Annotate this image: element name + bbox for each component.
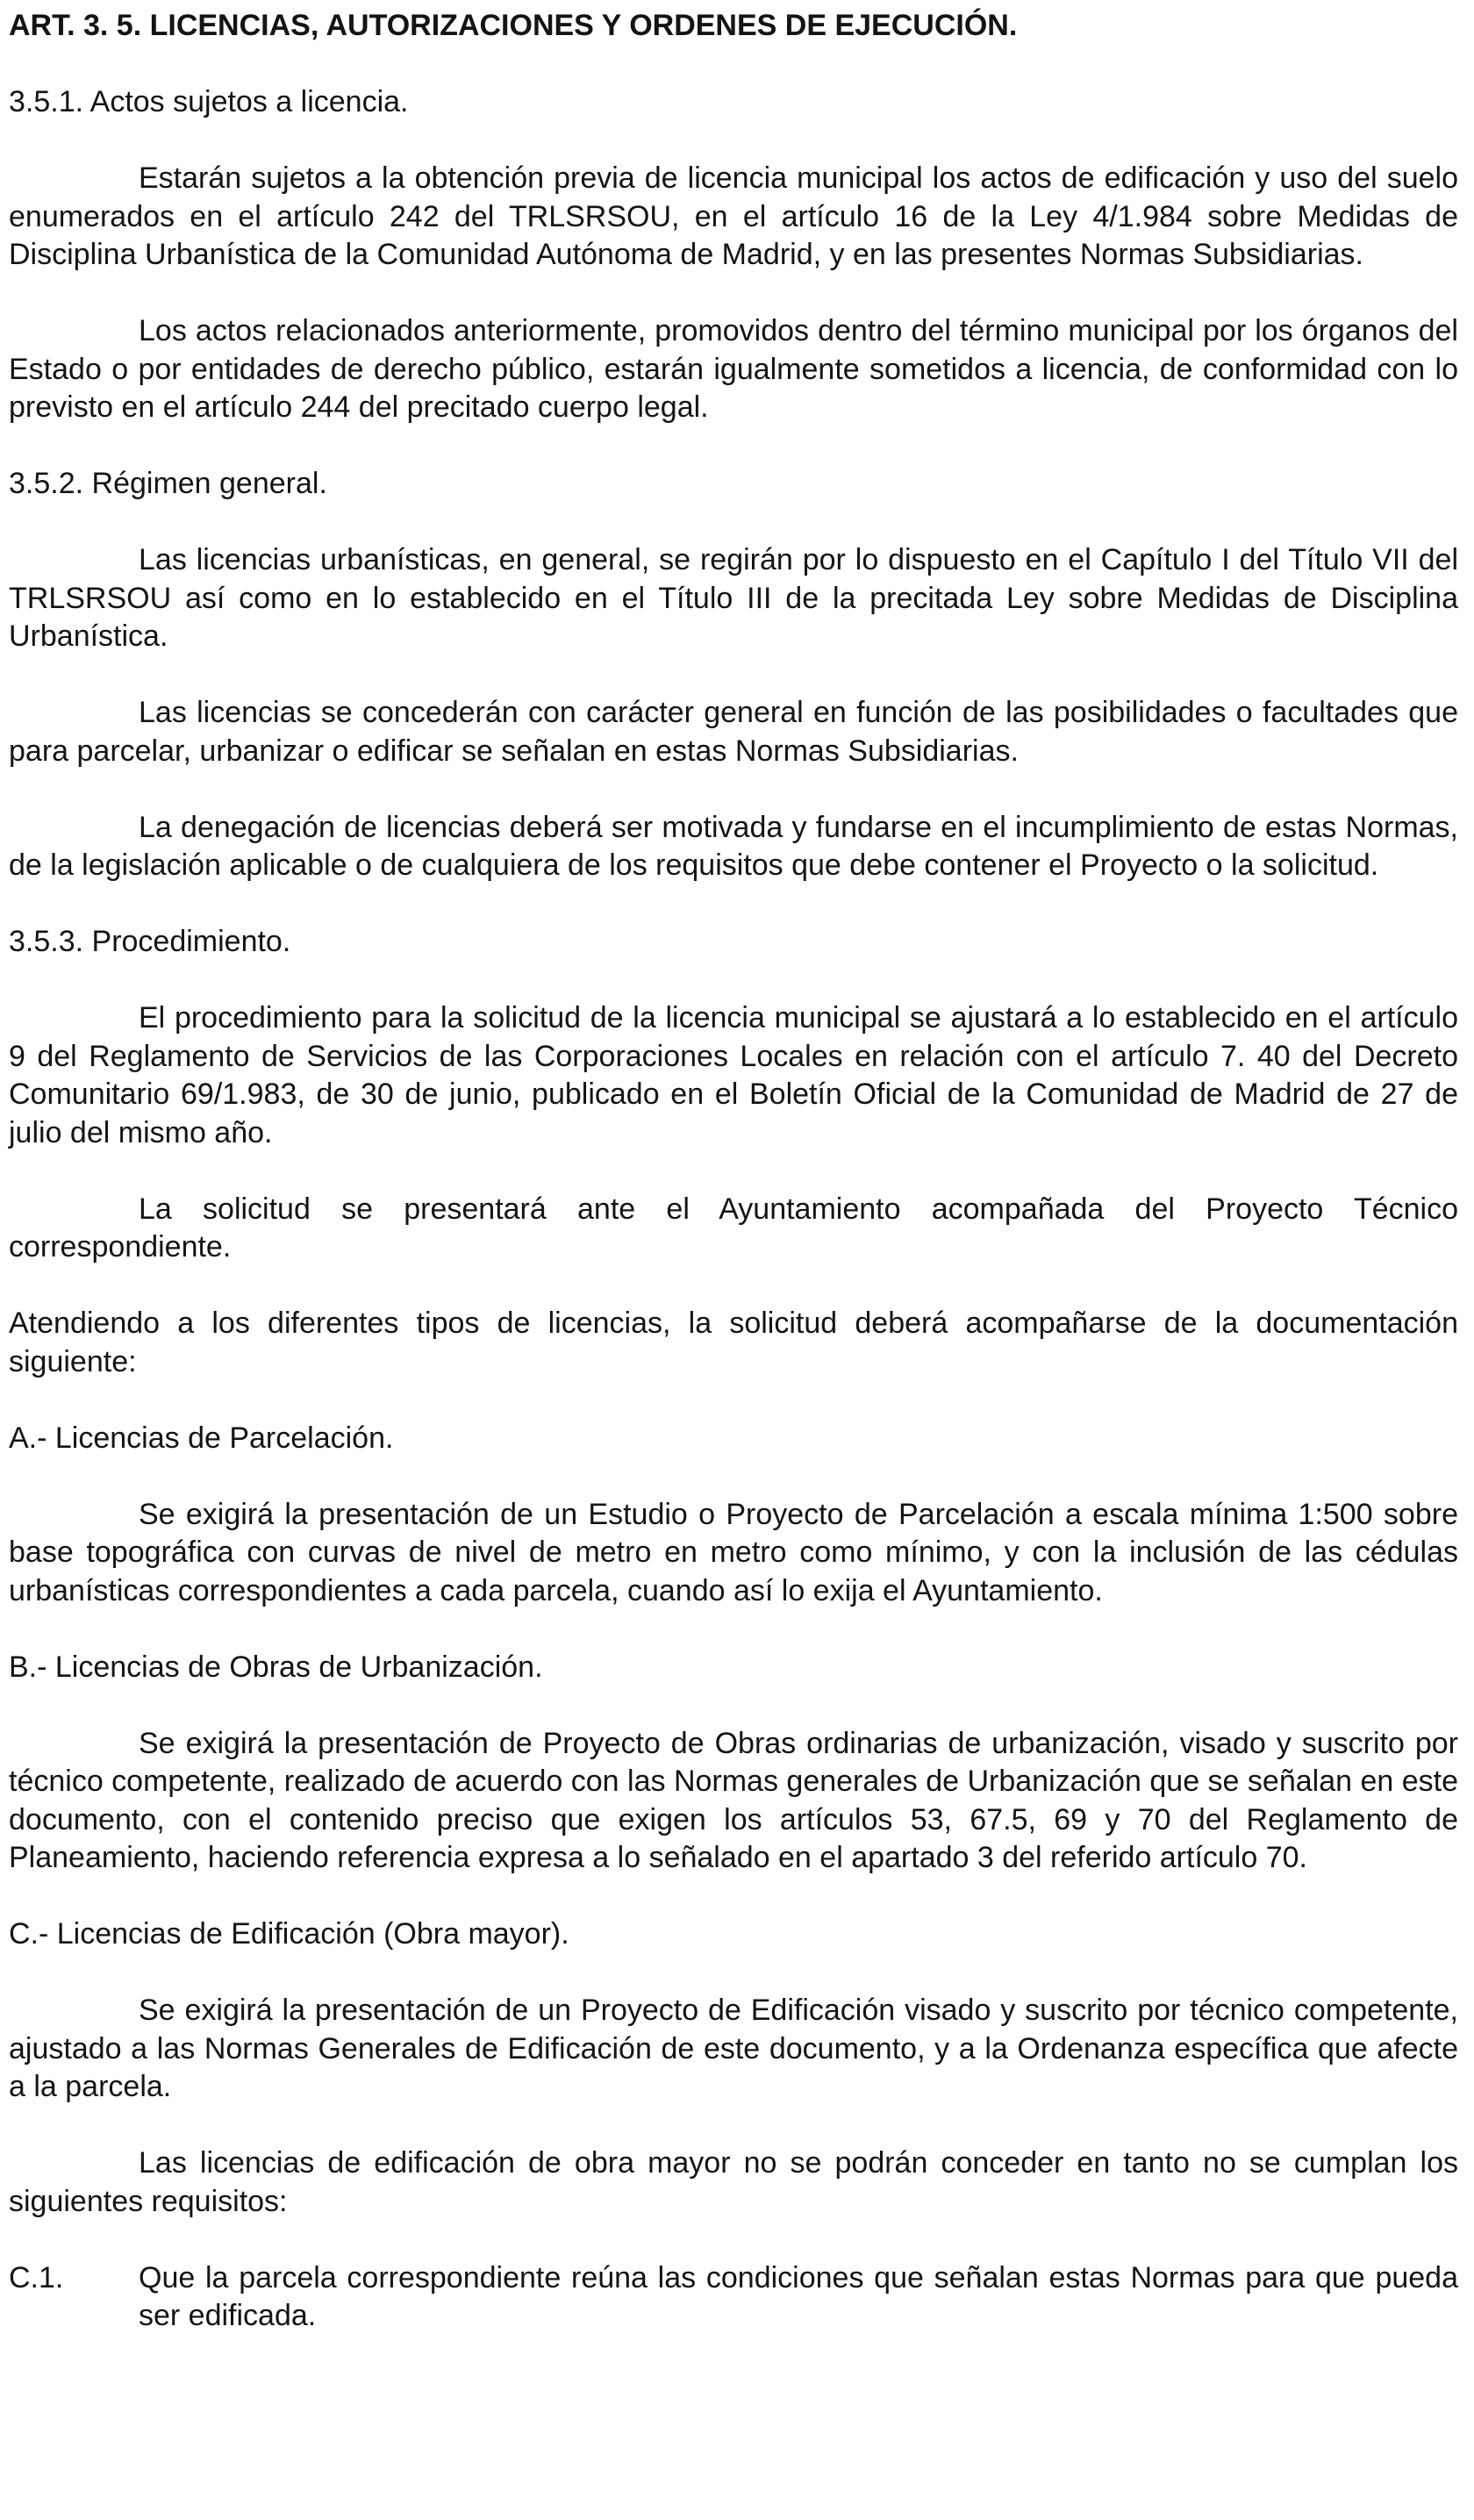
list-item bbox=[9, 2259, 1458, 2336]
paragraph: Los actos relacionados anteriormente, promovidos dentro del término municipal por los órganos del Estado o por entidades de derecho público, estarán igualmente sometidos a licencia, de conformidad con lo previsto en el artículo 244 del precitado cuerpo legal. bbox=[9, 314, 1458, 424]
paragraph: La solicitud se presentará ante el Ayuntamiento acompañada del Proyecto Técnico correspondiente. bbox=[9, 1192, 1458, 1264]
article-title: ART. 3. 5. LICENCIAS, AUTORIZACIONES Y ORDENES DE EJECUCIÓN. bbox=[9, 9, 1018, 42]
paragraph: Atendiendo a los diferentes tipos de licencias, la solicitud deberá acompañarse de la documentación siguiente: bbox=[9, 1307, 1458, 1378]
paragraph: Se exigirá la presentación de un Estudio o Proyecto de Parcelación a escala mínima 1:500 sobre base topográfica con curvas de nivel de metro en metro como mínimo, y con la inclusión de las cédulas urbanísticas correspondientes a cada parcela, cuando así lo exija el Ayuntamiento. bbox=[9, 1497, 1458, 1607]
paragraph: Las licencias se concederán con carácter general en función de las posibilidades o facultades que para parcelar, urbanizar o edificar se señalan en estas Normas Subsidiarias. bbox=[9, 696, 1458, 768]
paragraph: Se exigirá la presentación de Proyecto de Obras ordinarias de urbanización, visado y suscrito por técnico competente, realizado de acuerdo con las Normas generales de Urbanización que se señalan en este documento, con el contenido preciso que exigen los artículos 53, 67.5, 69 y 70 del Reglamento de Planeamiento, haciendo referencia expresa a lo señalado en el apartado 3 del referido artículo 70. bbox=[9, 1726, 1458, 1874]
section-heading-3-5-1: 3.5.1. Actos sujetos a licencia. bbox=[9, 85, 409, 118]
section-heading-3-5-3: 3.5.3. Procedimiento. bbox=[9, 925, 291, 958]
section-heading-3-5-2: 3.5.2. Régimen general. bbox=[9, 467, 327, 500]
document-page bbox=[9, 7, 1458, 2336]
list-item-text: Que la parcela correspondiente reúna las condiciones que señalan estas Normas para que pueda ser edificada. bbox=[139, 2260, 1458, 2332]
paragraph: Se exigirá la presentación de un Proyecto de Edificación visado y suscrito por técnico competente, ajustado a las Normas Generales de Edificación de este documento, y a la Ordenanza específica que afecte a la parcela. bbox=[9, 1994, 1458, 2103]
paragraph: El procedimiento para la solicitud de la licencia municipal se ajustará a lo establecido en el artículo 9 del Reglamento de Servicios de las Corporaciones Locales en relación con el artículo 7. 40 del Decreto Comunitario 69/1.983, de 30 de junio, publicado en el Boletín Oficial de la Comunidad de Madrid de 27 de julio del mismo año. bbox=[9, 1001, 1458, 1149]
list-item-number: C.1. bbox=[9, 2260, 64, 2294]
paragraph: Las licencias urbanísticas, en general, se regirán por lo dispuesto en el Capítulo I del Título VII del TRLSRSOU así como en lo establecido en el Título III de la precitada Ley sobre Medidas de Disciplina Urbanística. bbox=[9, 543, 1458, 653]
subsection-heading-c: C.- Licencias de Edificación (Obra mayor). bbox=[9, 1917, 569, 1951]
paragraph: Estarán sujetos a la obtención previa de licencia municipal los actos de edificación y uso del suelo enumerados en el artículo 242 del TRLSRSOU, en el artículo 16 de la Ley 4/1.984 sobre Medidas de Disciplina Urbanística de la Comunidad Autónoma de Madrid, y en las presentes Normas Subsidiarias. bbox=[9, 161, 1458, 271]
paragraph: Las licencias de edificación de obra mayor no se podrán conceder en tanto no se cumplan los siguientes requisitos: bbox=[9, 2146, 1458, 2218]
subsection-heading-a: A.- Licencias de Parcelación. bbox=[9, 1421, 394, 1455]
subsection-heading-b: B.- Licencias de Obras de Urbanización. bbox=[9, 1650, 543, 1684]
paragraph: La denegación de licencias deberá ser motivada y fundarse en el incumplimiento de estas Normas, de la legislación aplicable o de cualquiera de los requisitos que debe contener el Proyecto o la solicitud. bbox=[9, 810, 1458, 882]
